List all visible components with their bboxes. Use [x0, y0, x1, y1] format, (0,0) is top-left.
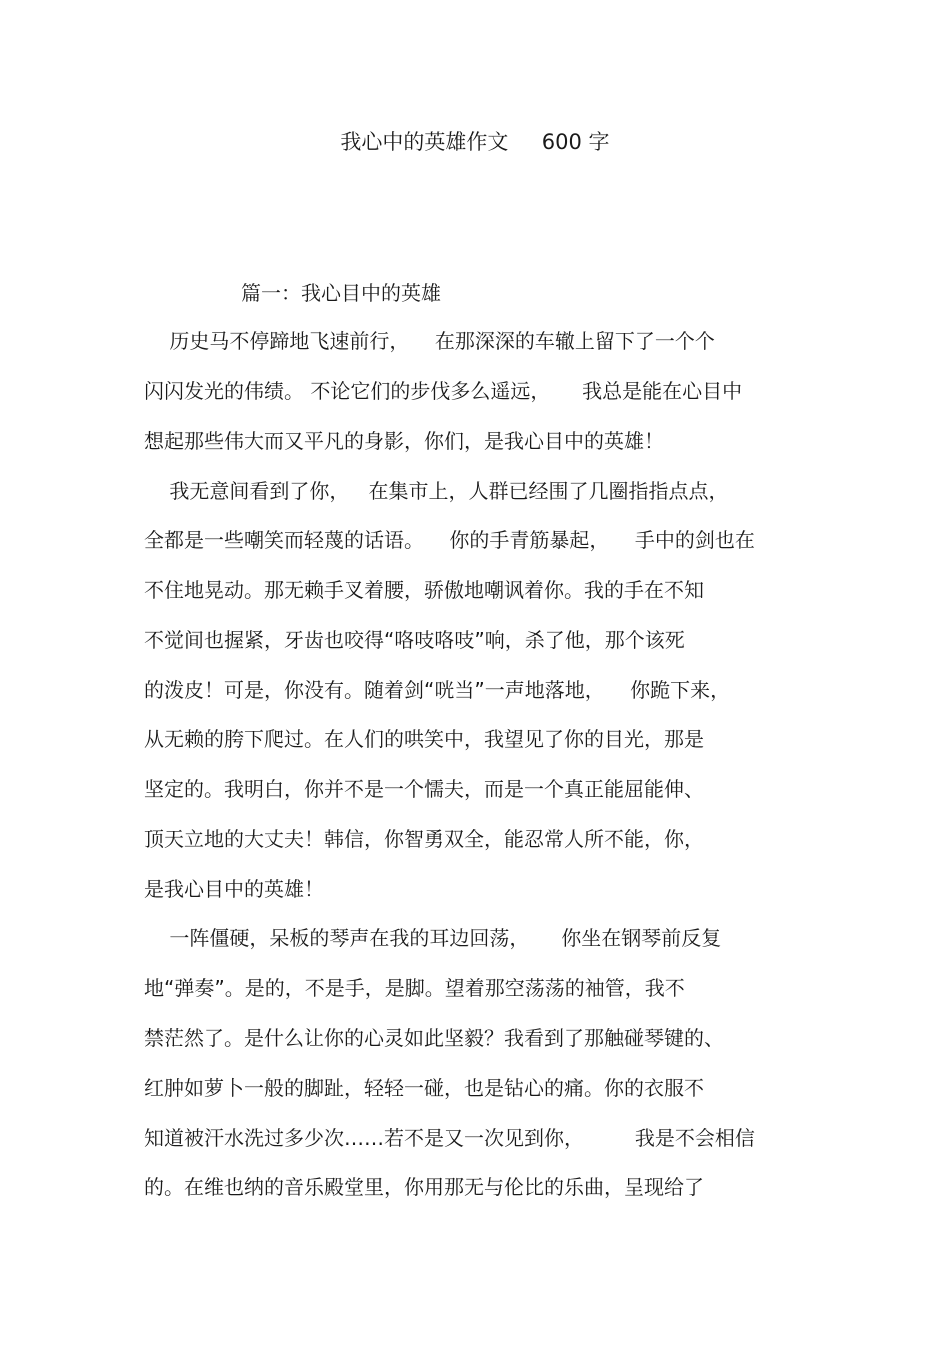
paragraph-line: 历史马不停蹄地飞速前行， 在那深深的车辙上留下了一个个 — [144, 329, 715, 353]
paragraph-line: 不觉间也握紧，牙齿也咬得“咯吱咯吱”响，杀了他，那个该死 — [144, 628, 685, 652]
section-heading: 篇一：我心目中的英雄 — [241, 281, 441, 305]
paragraph-line: 的泼皮！可是，你没有。随着剑“咣当”一声地落地， 你跪下来， — [144, 678, 731, 702]
paragraph-line: 我无意间看到了你， 在集市上，人群已经围了几圈指指点点， — [144, 479, 729, 503]
document-title: 我心中的英雄作文 600 字 — [340, 130, 610, 154]
paragraph-line: 禁茫然了。是什么让你的心灵如此坚毅？我看到了那触碰琴键的、 — [144, 1026, 724, 1050]
paragraph-line: 不住地晃动。那无赖手叉着腰，骄傲地嘲讽着你。我的手在不知 — [144, 578, 704, 602]
paragraph-line: 从无赖的胯下爬过。在人们的哄笑中，我望见了你的目光，那是 — [144, 727, 704, 751]
paragraph-line: 坚定的。我明白，你并不是一个懦夫，而是一个真正能屈能伸、 — [144, 777, 704, 801]
paragraph-line: 的。在维也纳的音乐殿堂里，你用那无与伦比的乐曲，呈现给了 — [144, 1175, 704, 1199]
paragraph-line: 想起那些伟大而又平凡的身影，你们，是我心目中的英雄！ — [144, 429, 664, 453]
paragraph-line: 知道被汗水洗过多少次……若不是又一次见到你， 我是不会相信 — [144, 1126, 755, 1150]
paragraph-line: 地“弹奏”。是的，不是手，是脚。望着那空荡荡的袖管，我不 — [144, 976, 685, 1000]
paragraph-line: 红肿如萝卜一般的脚趾，轻轻一碰，也是钻心的痛。你的衣服不 — [144, 1076, 704, 1100]
paragraph-line: 全都是一些嘲笑而轻蔑的话语。 你的手青筋暴起， 手中的剑也在 — [144, 528, 755, 552]
paragraph-line: 顶天立地的大丈夫！韩信，你智勇双全，能忍常人所不能，你， — [144, 827, 704, 851]
paragraph-line: 闪闪发光的伟绩。 不论它们的步伐多么遥远， 我总是能在心目中 — [144, 379, 743, 403]
paragraph-line: 是我心目中的英雄！ — [144, 877, 324, 901]
paragraph-line: 一阵僵硬，呆板的琴声在我的耳边回荡， 你坐在钢琴前反复 — [144, 926, 722, 950]
